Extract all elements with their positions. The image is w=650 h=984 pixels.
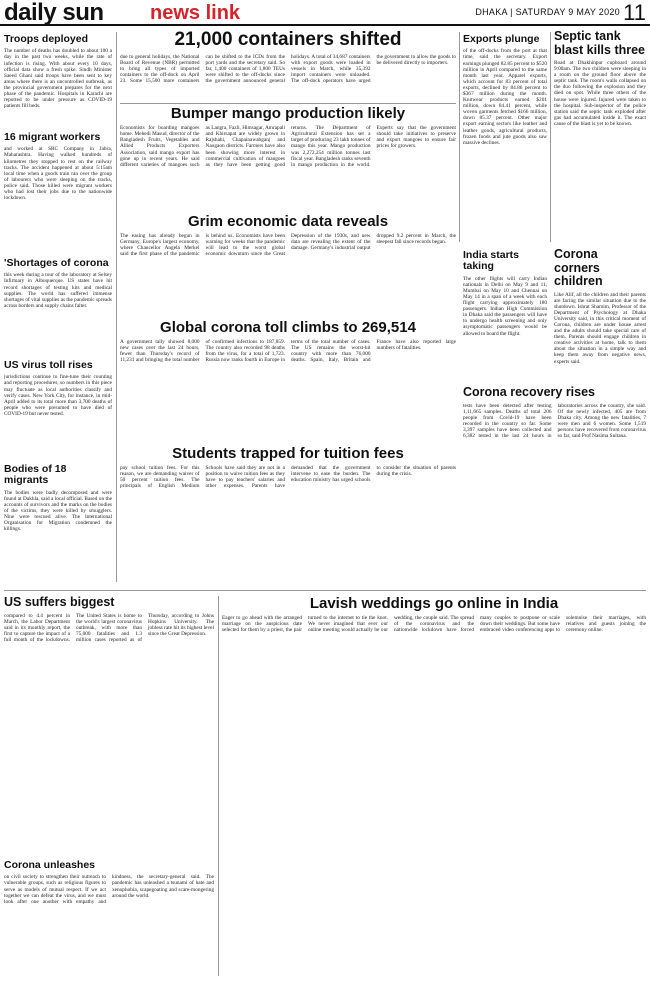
story-body: due to general holidays, the National Board of Revenue (NBR) permitted to bring all types of imported containers to the off-dock on April 23. Some 15,500 more containers can be shifted to the ICDs from the port yards and the secretary said. So far, 1,400 containers of 1,800 TEUs were shifted to the off-docks since the government announced general holidays. A total of 34,687 containers with export goods were loaded in vessels in March, while 35,392 import containers were unloaded. The off-dock operators have urged the government to allow the goods to be delivered directly to importers. bbox=[120, 53, 456, 84]
story-us-virus bbox=[4, 360, 112, 458]
headline: Bumper mango production likely bbox=[170, 106, 406, 122]
story-body: A government tally showed 8,000 new cases over the last 24 hours, fewer than Thursday's record of 11,231 and bringing the total number of confirmed infections to 187,859. The country also recorded 98 deaths from the virus, for a total of 1,723. Russia now ranks fourth in Europe in terms of the total number of cases. The US remains the worst-hit country with more than 76,000 deaths. Spain, Italy, Britain and France have also reported large numbers of fatalities. bbox=[120, 339, 456, 364]
story-body: jurisdictions continue to fine-tune their counting and reporting procedures, so numbers in this piece may fluctuate as local authorities classify and verify cases. New York City, for instance, in mid-April added to its total more than 3,700 deaths of people who were presumed to have died of COVID-19 but never tested. bbox=[4, 374, 112, 417]
headline: 16 migrant workers bbox=[4, 132, 101, 143]
story-body: compared to 4.4 percent in March, the Labor Department said in its monthly report, the first to capture the impact of a full month of the lockdowns. The United States is home to the world's largest coronavirus outbreak, with more than 75,000 fatalities and 1.3 million cases reported as of Thursday, according to Johns Hopkins University. The jobless rate hit its highest level since the Great Depression. bbox=[4, 612, 214, 643]
story-containers bbox=[120, 30, 456, 100]
headline: Corona recovery rises bbox=[463, 386, 596, 399]
story-body: The other flights will carry Indian nationals in Delhi on May 9 and 11, Mumbai on May 10 and Chennai on May 14 in a span of a week with each flight carrying approximately 180 passengers. Indian High Commission in Dhaka said the passengers will have to undergo health screening and only asymptomatic passengers would be allowed to board the flight. bbox=[463, 275, 547, 337]
brand-logo: daily sun bbox=[4, 0, 104, 26]
story-recovery bbox=[463, 386, 646, 586]
headline: Septic tank blast kills three bbox=[554, 30, 646, 57]
story-body: and worked at SRC Company in Jabra, Maharashtra. Having walked hundreds of kilometres they stopped to rest on the railway tracks. The accident happened at about 5:15am local time when a goods train ran over the group of labourers who were sleeping on the tracks, police said. Those killed were migrant workers who had lost their jobs due to the nationwide lockdown. bbox=[4, 146, 112, 202]
story-bodies bbox=[4, 464, 112, 584]
column-rule bbox=[116, 32, 117, 582]
story-body: Like Alif, all the children and their parents are facing the similar situation due to the shutdown. Ishrat Shamim, Professor of the Department of Psychology at Dhaka University said, in this critical moment of Corona, children are under house arrest and the adults should take special care of them. Parents should engage children in creative activities at home, talk to them about the situation in a simple way and keep them away from negative news, experts said. bbox=[554, 291, 646, 365]
column-rule bbox=[550, 32, 551, 242]
column-rule bbox=[218, 596, 219, 976]
story-global bbox=[120, 320, 456, 440]
story-body: tests have been detected after testing 1,11,665 samples. Deaths of total 206 people from Covid-19 have been recorded in the country so far. Some 3,397 samples have been collected and 6,382 tested in the last 24 hours in laboratories across the country, she said. Of the newly infected, 405 are from Dhaka city. Among the new fatalities, 7 were men and 6 women. Some 1,519 persons have recovered from coronavirus so far, said Prof Nasima Sultana. bbox=[463, 402, 646, 439]
story-body: Economists for boarding mangoes home. Mehedi Masud, director of the Bangladesh Fruits, Vegetables and Allied Products Exporters Association, said mango export has gone up in recent years. He said different varieties of mangoes such as Langra, Fazli, Himsagar, Amrapali and Khirsapat are widely grown in Rajshahi, Chapainawabganj and Naogaon districts. Farmers have also been showing more interest in commercial cultivation of mangoes as they have been getting good returns. The Department of Agricultural Extension has set a target of producing 23 lakh tonnes of mango this year. Mango production was 2,272,254 million tonnes last fiscal year. Bangladesh ranks seventh in mango production in the world. Experts say that the government should take initiatives to preserve and export mangoes to ensure fair prices for growers. bbox=[120, 125, 456, 168]
story-body: The number of deaths has doubled to about 100 a day in the past two weeks, while the rate of infection is rising. With about every 10 days, official data show a fresh spike. Sindh Minister Saeed Ghani said troops have been sent to key areas where there is an uncontrolled outbreak, as the provincial government prepares for the next phase of the pandemic. Hospitals in Karachi are reported to be under pressure as COVID-19 patients fill beds. bbox=[4, 48, 112, 110]
headline: US virus toll rises bbox=[4, 360, 93, 371]
headline: Students trapped for tuition fees bbox=[172, 446, 404, 462]
dateline: DHAKA | SATURDAY 9 MAY 2020 bbox=[475, 7, 620, 17]
story-corona-children bbox=[554, 248, 646, 378]
column-rule bbox=[459, 32, 460, 242]
headline: Grim economic data reveals bbox=[187, 214, 389, 230]
headline: Exports plunge bbox=[463, 34, 540, 45]
headline: 'Shortages of corona bbox=[4, 258, 109, 269]
story-septic bbox=[554, 30, 646, 244]
headline: US suffers biggest bbox=[4, 596, 115, 609]
headline: Lavish weddings go online in India bbox=[309, 596, 559, 612]
masthead bbox=[0, 0, 650, 26]
story-loneliness bbox=[4, 860, 214, 976]
section-title: news link bbox=[150, 2, 241, 24]
headline: Global corona toll climbs to 269,514 bbox=[160, 320, 416, 336]
story-body: The easing has already begun in Germany, Europe's largest economy, where Chancellor Angela Merkel said the first phase of the pandemic is behind us. Economists have been warning for weeks that the pandemic will lead to the worst global economic downturn since the Great Depression of the 1930s, and new data are revealing the extent of the damage. Germany's industrial output dropped 9.2 percent in March, the steepest fall since records began. bbox=[120, 233, 456, 258]
story-lavish bbox=[222, 596, 646, 976]
headline: Troops deployed bbox=[4, 34, 89, 45]
story-shortages bbox=[4, 258, 112, 354]
headline: Corona unleashes bbox=[4, 860, 96, 871]
story-body: The bodies were badly decomposed and were found at Dakhla, said a local official. Based on the accounts of survivors and the marks on the bodies of the victims, they were killed by smugglers. Nine were rescued alive. The International Organisation for Migration condemned the killings. bbox=[4, 489, 112, 533]
headline: Bodies of 18 migrants bbox=[4, 464, 67, 487]
page-number: 11 bbox=[623, 0, 646, 25]
story-body: this week during a tour of the laboratory at Selsey Infirmary in Albuquerque. US states have hit record shortages of testing kits and medical supplies. The world has suffered immense shortages of vital supplies as the pandemic spreads across borders and supply chains falter. bbox=[4, 272, 112, 309]
story-exports bbox=[463, 34, 547, 244]
story-body: Eager to go ahead with the arranged marriage on the auspicious date selected for them by a priest, the pair turned to the internet to tie the knot. We never imagined that ever our online meeting would actually be our wedding, the couple said. The spread of the coronavirus and the nationwide lockdown have forced many couples to postpone or scale down their weddings. But some have embraced video conferencing apps to solemnise their marriages, with relatives and guests joining the ceremony online. bbox=[222, 615, 646, 634]
story-body: on civil society to strengthen their outreach to vulnerable groups, such as religious figures to serve as models of mutual respect. If we act together we can defeat the virus, and we must look after one another with empathy and kindness, the secretary-general said. The pandemic has unleashed a tsunami of hate and xenophobia, scapegoating and scare-mongering around the world. bbox=[4, 874, 214, 905]
headline: 21,000 containers shifted bbox=[174, 30, 402, 50]
story-students bbox=[120, 446, 456, 586]
story-grim bbox=[120, 214, 456, 314]
headline: India starts taking bbox=[463, 250, 520, 273]
story-body: Road at Dhakhinpur cupboard around 9:00am. The two children were sleeping in a room on the ground floor above the septic tank. The room's walls collapsed on the duo following the explosion and they died on spot. While three others of the house were injured. Injured were taken to the hospital. Sub-inspector of the police station said the septic tank exploded after gas had accumulated inside it. The exact cause of the blast is yet to be known. bbox=[554, 60, 646, 127]
story-migrant bbox=[4, 132, 112, 252]
story-body: pay school tuition fees. For this reason, we are demanding waiver of 50 percent tuition fees. The principals of English Medium Schools have said they are not in a position to waive tuition fees as they have to pay teachers' salaries and other expenses. Parents have demanded that the government intervene to ease the burden. The education ministry has urged schools to consider the situation of parents during the crisis. bbox=[120, 465, 456, 490]
row-rule bbox=[4, 590, 646, 591]
story-body: of the off-docks from the port at that time, said the secretary. Export earnings plunged 82.85 percent to $520 million in April compared to the same month last year. Apparel exports, which account for 83 percent of total exports, declined by 84.86 percent to $367 million during the month. Knitwear products earned $201 million, down 84.41 percent, while woven garments fetched $166 million, down 85.37 percent. Other major export earning sectors like leather and leather goods, agricultural products, frozen foods and jute goods also saw massive declines. bbox=[463, 48, 547, 146]
row-rule bbox=[120, 103, 456, 104]
story-mango bbox=[120, 106, 456, 208]
headline: Corona corners children bbox=[554, 248, 603, 288]
story-troops bbox=[4, 34, 112, 126]
